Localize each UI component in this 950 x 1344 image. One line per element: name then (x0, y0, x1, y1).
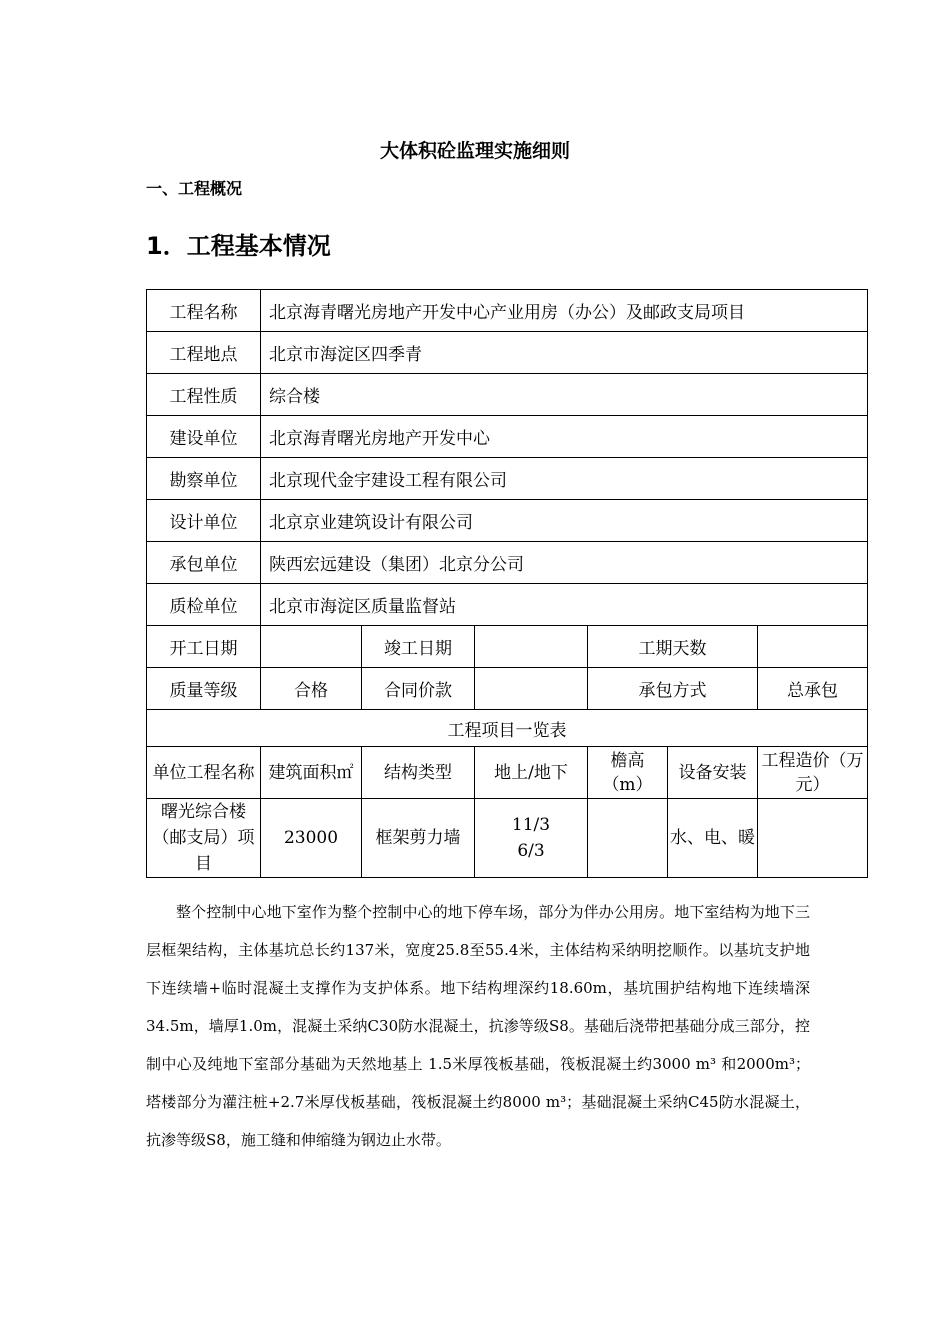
contract-mode-label: 承包方式 (588, 668, 758, 710)
info-label: 建设单位 (147, 416, 261, 458)
info-label: 工程地点 (147, 332, 261, 374)
project-list-caption: 工程项目一览表 (147, 710, 868, 747)
quality-grade-label: 质量等级 (147, 668, 261, 710)
floors-below: 6/3 (517, 841, 545, 861)
info-label: 勘察单位 (147, 458, 261, 500)
building-area: 23000 (261, 799, 362, 878)
info-value: 北京市海淀区四季青 (261, 332, 868, 374)
duration-value (758, 626, 868, 668)
info-row (147, 332, 868, 374)
info-value: 北京海青曙光房地产开发中心产业用房（办公）及邮政支局项目 (261, 290, 868, 332)
column-header: 建筑面积㎡ (261, 747, 362, 799)
contract-price-label: 合同价款 (362, 668, 475, 710)
project-cost (758, 799, 868, 878)
quality-row (147, 668, 868, 710)
quality-grade-value: 合格 (261, 668, 362, 710)
info-label: 设计单位 (147, 500, 261, 542)
subsection-heading: 1．工程基本情况 (146, 232, 331, 260)
dates-row (147, 626, 868, 668)
section-heading: 一、工程概况 (146, 179, 243, 198)
end-date-value (475, 626, 588, 668)
info-value: 北京现代金宇建设工程有限公司 (261, 458, 868, 500)
info-row (147, 542, 868, 584)
info-label: 工程性质 (147, 374, 261, 416)
floors-above: 11/3 (511, 815, 551, 835)
equipment-installation: 水、电、暖 (668, 799, 758, 878)
info-label: 质检单位 (147, 584, 261, 626)
paragraph-text: 整个控制中心地下室作为整个控制中心的地下停车场，部分为伴办公用房。地下室结构为地下三层框架结构，主体基坑总长约137米，宽度25.8至55.4米，主体结构采纳明挖顺作。以基坑支护地下连续墙+临时混凝土支撑作为支护体系。地下结构埋深约18.60m，基坑围护结构地下连续墙深34.5m，墙厚1.0m，混凝土采纳C30防水混凝土，抗渗等级S8。基础后浇带把基础分成三部分，控制中心及纯地下室部分基础为天然地基上 1.5米厚筏板基础，筏板混凝土约3000 m³ 和2000m³；塔楼部分为灌注桩+2.7米厚伐板基础，筏板混凝土约8000 m³；基础混凝土采纳C45防水混凝土，抗渗等级S8，施工缝和伸缩缝为钢边止水带。 (146, 903, 810, 1149)
info-value: 综合楼 (261, 374, 868, 416)
info-row (147, 458, 868, 500)
info-row (147, 584, 868, 626)
info-row (147, 290, 868, 332)
info-row (147, 416, 868, 458)
info-value: 北京市海淀区质量监督站 (261, 584, 868, 626)
duration-label: 工期天数 (588, 626, 758, 668)
start-date-value (261, 626, 362, 668)
project-list-header-row (147, 747, 868, 799)
contract-price-value (475, 668, 588, 710)
info-label: 工程名称 (147, 290, 261, 332)
column-header: 檐高（m） (588, 747, 668, 799)
info-value: 陕西宏远建设（集团）北京分公司 (261, 542, 868, 584)
info-value: 北京海青曙光房地产开发中心 (261, 416, 868, 458)
start-date-label: 开工日期 (147, 626, 261, 668)
end-date-label: 竣工日期 (362, 626, 475, 668)
project-list-row (147, 799, 868, 878)
info-value: 北京京业建筑设计有限公司 (261, 500, 868, 542)
column-header: 工程造价（万元） (758, 747, 868, 799)
column-header: 单位工程名称 (147, 747, 261, 799)
info-row (147, 500, 868, 542)
info-label: 承包单位 (147, 542, 261, 584)
project-list-caption-row (147, 710, 868, 747)
structure-type: 框架剪力墙 (362, 799, 475, 878)
overview-paragraph (146, 893, 810, 1159)
project-info-table (146, 289, 868, 878)
column-header: 结构类型 (362, 747, 475, 799)
unit-project-name: 曙光综合楼（邮支局）项目 (147, 799, 261, 878)
info-row (147, 374, 868, 416)
eave-height (588, 799, 668, 878)
contract-mode-value: 总承包 (758, 668, 868, 710)
column-header: 地上/地下 (475, 747, 588, 799)
column-header: 设备安装 (668, 747, 758, 799)
floors-cell (475, 799, 588, 878)
document-title: 大体积砼监理实施细则 (379, 140, 570, 162)
